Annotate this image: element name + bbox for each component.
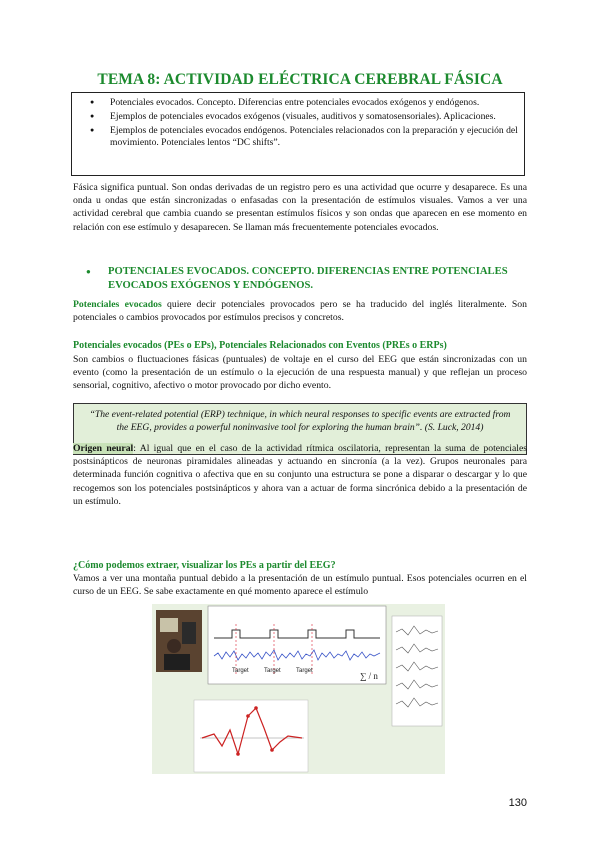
target-label: Target — [232, 668, 249, 674]
origin-paragraph — [73, 442, 527, 508]
pe-term: Potenciales evocados — [73, 299, 162, 310]
pe-definition-paragraph — [73, 298, 527, 324]
topic-list — [72, 97, 518, 148]
section-heading-text: POTENCIALES EVOCADOS. CONCEPTO. DIFERENCIAS ENTRE POTENCIALES EVOCADOS EXÓGENOS Y ENDÓGENOS. — [108, 266, 508, 291]
topic-item: ● Ejemplos de potenciales evocados exógenos (visuales, auditivos y somatosensoriales). Aplicaciones. — [110, 111, 518, 122]
quote-box: “The event-related potential (ERP) technique, in which neural responses to specific events are extracted from the EEG, provides a powerful noninvasive tool for exploring the human brain”. (S. Luck, 2014) — [73, 403, 527, 455]
extraction-paragraph: Vamos a ver una montaña puntual debido a la presentación de un estímulo puntual. Esos potenciales ocurren en el curso de un EEG. Se sabe exactamente en qué momento aparece el estímulo — [73, 573, 527, 598]
topic-item: ● Ejemplos de potenciales evocados endógenos. Potenciales relacionados con la preparación y ejecución del movimiento. Potenciales lentos “DC shifts”. — [110, 125, 518, 147]
intro-paragraph: Fásica significa puntual. Son ondas derivadas de un registro pero es una actividad que ocurre y desaparece. Es una onda u ondas que están sincronizadas o enfasadas con la presentación de estímulos visuales. Vamos a ver una actividad cerebral que cambia cuando se presentan estímulos físicos y son ondas que aparecen en ese momento en relación con ese estímulo y desaparecen. Se llaman más frecuentemente potenciales evocados. — [73, 182, 527, 233]
erp-definition-paragraph: Son cambios o fluctuaciones fásicas (puntuales) de voltaje en el curso del EEG que están sincronizadas con un evento (como la presentación de un estímulo o la ejecución de una respuesta manual) y que reflejan un proceso sensorial, cognitivo, afectivo o motor provocado por dicho evento. — [73, 354, 527, 392]
bullet-icon: ● — [86, 267, 91, 276]
epochs-panel — [392, 616, 442, 726]
topic-item: ● Potenciales evocados. Concepto. Diferencias entre potenciales evocados exógenos y endógenos. — [110, 97, 518, 108]
pe-definition-text: quiere decir potenciales provocados pero se ha traducido del inglés literalmente. Son potenciales o cambios provocados por estímulos precisos y concretos. — [73, 299, 527, 324]
origin-text: : Al igual que en el caso de la actividad rítmica oscilatoria, representan la suma de potenciales postsinápticos de neuronas piramidales alineadas y actuando en sincronía (a la vez). Grupos neuronales para determinada función cognitiva o afectiva que en su conjunto una estructura se pone a disparar o descargar y lo que recogemos son los potenciales postsinápticos y ahora van a actuar de forma sincrónica debido a la presentación de un estímulo. — [73, 443, 528, 507]
topic-summary-box — [71, 92, 525, 176]
origin-label: Origen neural — [73, 443, 134, 454]
figure-illustration — [152, 604, 445, 774]
page-number: 130 — [508, 797, 527, 809]
target-label: Target — [264, 668, 281, 674]
section-heading — [86, 265, 526, 292]
target-label: Target — [296, 668, 313, 674]
page-title: TEMA 8: ACTIVIDAD ELÉCTRICA CEREBRAL FÁSICA — [97, 71, 503, 88]
erp-extraction-figure — [152, 604, 445, 774]
subheading-pe-erp: Potenciales evocados (PEs o EPs), Potenciales Relacionados con Eventos (PREs o ERPs) — [73, 340, 447, 351]
subheading-extraction: ¿Cómo podemos extraer, visualizar los PEs a partir del EEG? — [73, 560, 336, 571]
average-formula-label: ∑ / n — [360, 671, 378, 681]
